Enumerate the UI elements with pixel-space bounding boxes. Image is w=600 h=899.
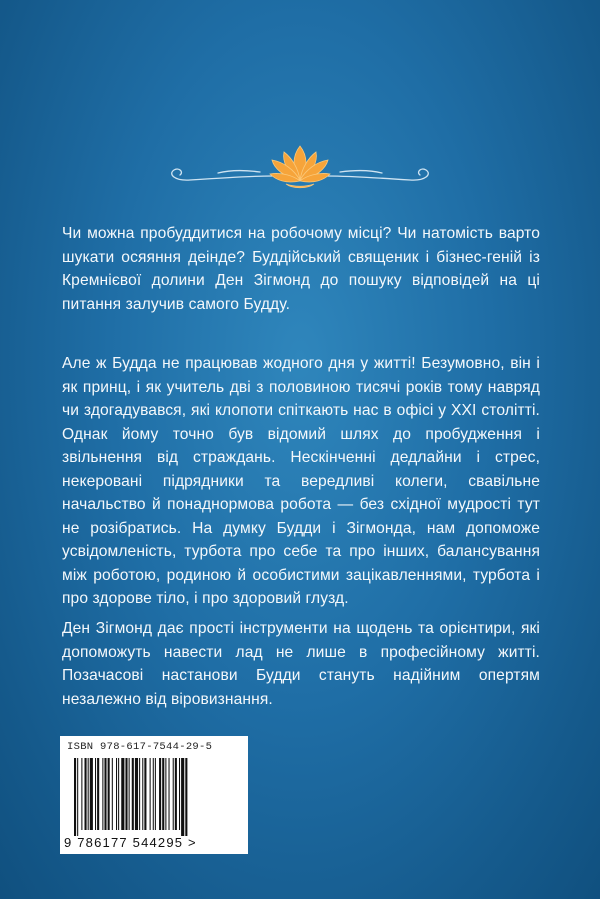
barcode-bar <box>169 758 170 830</box>
barcode-bar <box>102 758 103 830</box>
barcode-bar <box>125 758 127 830</box>
right-swirl-icon <box>328 169 428 180</box>
barcode-bar <box>74 758 76 836</box>
barcode-bar <box>97 758 99 830</box>
barcode-bar <box>129 758 130 830</box>
paragraph-text: Але ж Будда не працював жодного дня у житті! Безумовно, він і як принц, і як учитель дві з половиною тисячі років тому навряд чи здогадувався, які клопоти спіткають нас в офісі у XXI столітті. Однак йому точно був відомий шлях до пробудження і звільнення від страждань. Нескінченні дедлайни і стрес, некеровані підрядники та вередливі колеги, свавільне начальство й понаднормова робота — без східної мудрості тут не розібратись. На думку Будди і Зігмонда, нам допоможе усвідомленість, турбота про себе та про інших, балансування між роботою, родиною й особистими зацікавленнями, турбота і про здорове тіло, і про здоровий глузд. <box>62 355 540 607</box>
barcode-bar <box>95 758 96 830</box>
barcode-bar <box>112 758 113 830</box>
paragraph-text: Чи можна пробуддитися на робочому місці? Чи натомість варто шукати осяяння деінде? Буддійський священик і бізнес-геній із Кремнієвої долини Ден Зігмонд до пошуку відповідей на ці питання залучив самого Будду. <box>62 225 540 313</box>
barcode-bar <box>121 758 124 830</box>
barcode-bar <box>185 758 187 836</box>
lotus-ornament <box>160 140 440 200</box>
barcode-bar <box>132 758 134 830</box>
barcode-bar <box>162 758 164 830</box>
description-paragraph-1 <box>62 222 540 316</box>
barcode-bar <box>142 758 143 830</box>
barcode-bar <box>81 758 82 830</box>
description-paragraph-2 <box>62 352 540 611</box>
barcode-bar <box>173 758 174 830</box>
barcode-bar <box>181 758 184 836</box>
barcode-icon <box>66 758 242 836</box>
isbn-label: ISBN 978-617-7544-29-5 <box>67 741 213 753</box>
barcode-bar <box>153 758 154 830</box>
barcode-bar <box>116 758 117 830</box>
barcode-digits: 9 786177 544295 > <box>64 835 197 850</box>
description-paragraph-3 <box>62 617 540 711</box>
lotus-icon <box>270 146 330 188</box>
paragraph-text: Ден Зігмонд дає прості інструменти на щодень та орієнтири, які допоможуть навести лад не лише в професійному житті. Позачасові настанови Будди стануть надійним опертям незалежно від віровизнання. <box>62 620 540 708</box>
left-swirl-icon <box>172 169 272 180</box>
barcode-bar <box>104 758 106 830</box>
barcode-bar <box>175 758 177 830</box>
barcode-bar <box>155 758 156 830</box>
barcode-bar <box>135 758 138 830</box>
barcode-bar <box>77 758 78 836</box>
barcode-bar <box>144 758 146 830</box>
barcode-bar <box>90 758 93 830</box>
barcode-bar <box>179 758 180 830</box>
barcode-bar <box>139 758 140 830</box>
barcode-bar <box>118 758 119 830</box>
barcode-bar <box>88 758 89 830</box>
barcode-bar <box>108 758 110 830</box>
barcode-bar <box>85 758 87 830</box>
barcode-bar <box>150 758 151 830</box>
barcode-bar <box>159 758 161 830</box>
barcode-bar <box>165 758 166 830</box>
isbn-barcode <box>60 736 248 854</box>
